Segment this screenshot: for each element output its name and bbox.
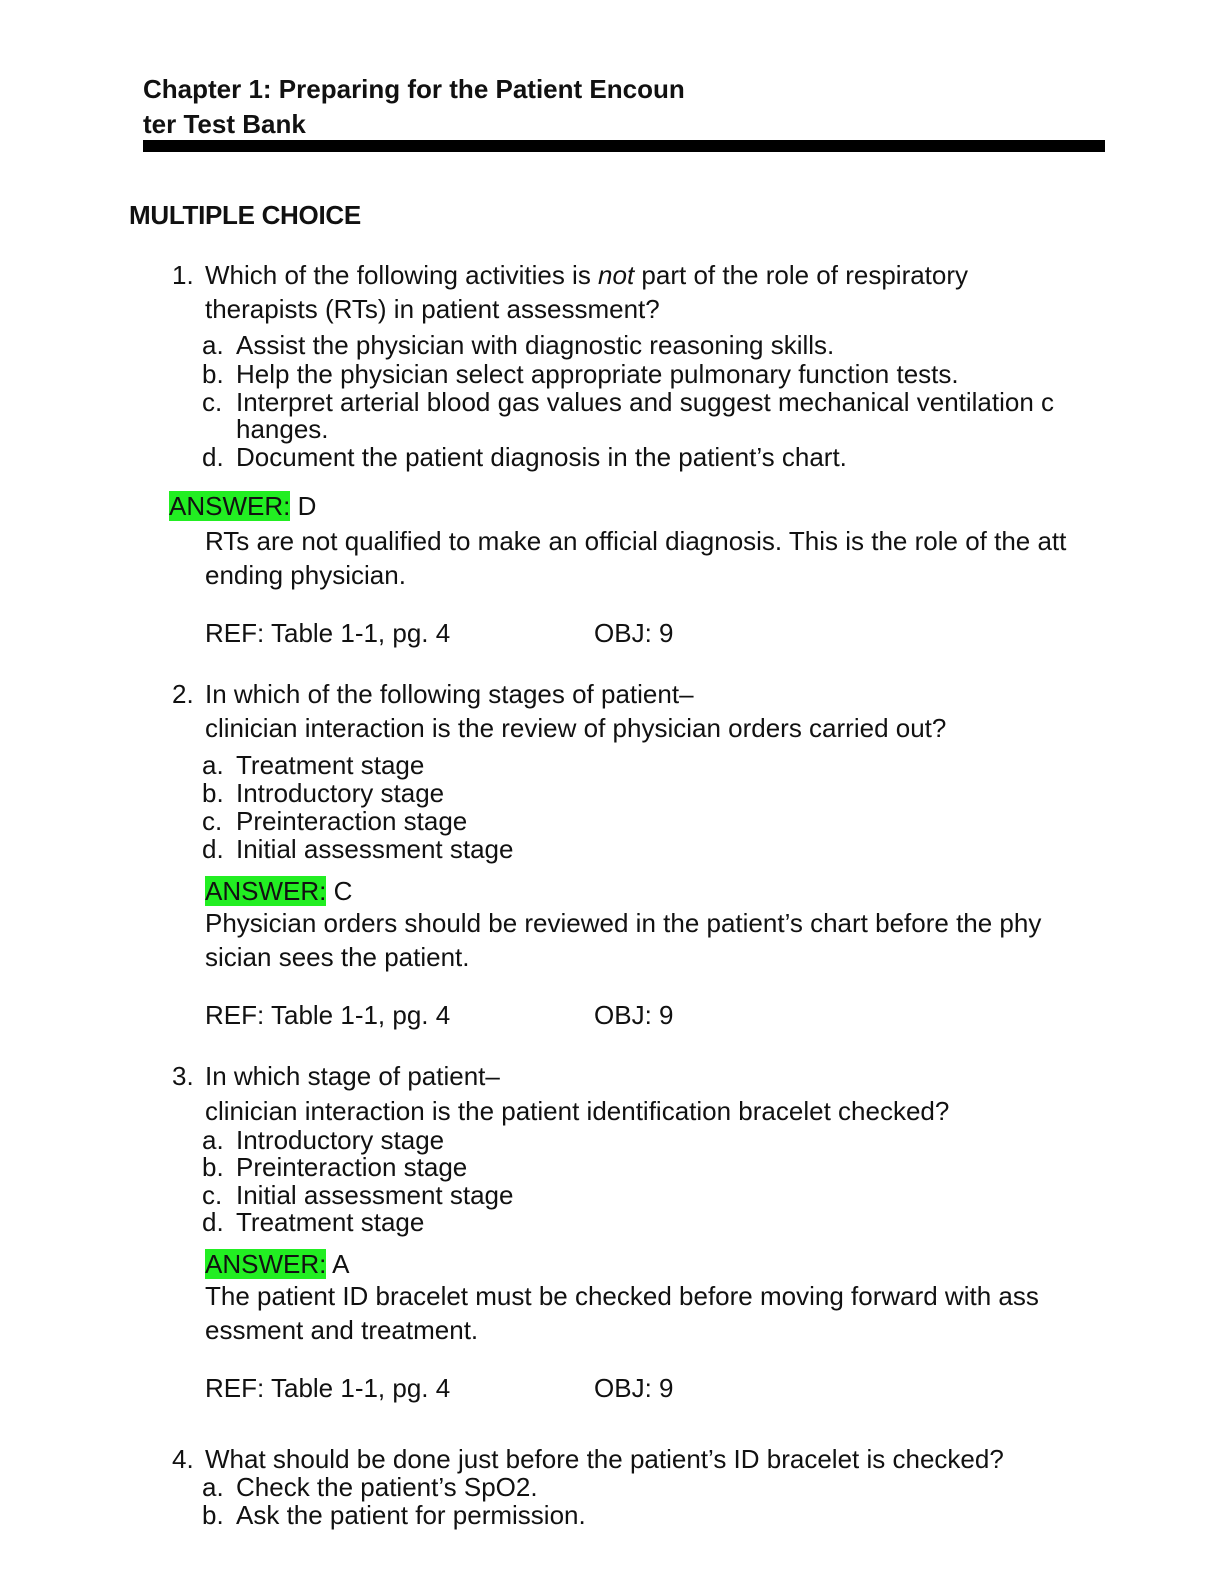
answer-label: ANSWER: [169,491,291,521]
question-number: 1. [172,260,194,290]
option-letter: c. [202,806,223,836]
question-number: 2. [172,679,194,709]
question-emphasis: not [598,260,635,290]
question-text-part: Which of the following activities is [205,260,599,290]
answer-label: ANSWER: [205,876,327,906]
option-text: Preinteraction stage [236,1152,468,1182]
option-text: Initial assessment stage [236,834,514,864]
option-letter: c. [202,387,223,417]
option-letter: d. [202,834,224,864]
option-letter: c. [202,1180,223,1210]
question-text-line-2: therapists (RTs) in patient assessment? [205,294,660,324]
page-title-line-2: ter Test Bank [143,109,306,139]
option-text: Treatment stage [236,1207,425,1237]
explanation-line-1: RTs are not qualified to make an official diagnosis. This is the role of the att [205,526,1067,556]
question-number: 4. [172,1444,194,1474]
option-text: Interpret arterial blood gas values and suggest mechanical ventilation c [236,387,1055,417]
objective: OBJ: 9 [594,618,674,648]
reference: REF: Table 1-1, pg. 4 [205,1373,451,1403]
question-text-part: part of the role of respiratory [634,260,969,290]
option-text: Treatment stage [236,750,425,780]
answer-line [205,1247,349,1281]
explanation-line-2: sician sees the patient. [205,942,470,972]
answer-line [205,874,352,908]
option-text: Introductory stage [236,778,445,808]
question-text: What should be done just before the patient’s ID bracelet is checked? [205,1444,1004,1474]
option-letter: b. [202,1152,224,1182]
explanation-line-2: ending physician. [205,560,406,590]
question-text: In which stage of patient– [205,1061,500,1091]
option-text: Document the patient diagnosis in the patient’s chart. [236,442,847,472]
question-text-line-2: clinician interaction is the review of physician orders carried out? [205,713,947,743]
option-letter: b. [202,359,224,389]
option-text: Help the physician select appropriate pulmonary function tests. [236,359,959,389]
page-title-line-1: Chapter 1: Preparing for the Patient Encoun [143,74,685,104]
option-text: Check the patient’s SpO2. [236,1472,538,1502]
answer-value: C [333,876,353,906]
explanation-line-1: The patient ID bracelet must be checked before moving forward with ass [205,1281,1039,1311]
option-letter: b. [202,778,224,808]
question-number: 3. [172,1061,194,1091]
question-text-line-2: clinician interaction is the patient identification bracelet checked? [205,1096,950,1126]
section-title: MULTIPLE CHOICE [129,200,361,230]
answer-value: A [332,1249,350,1279]
objective: OBJ: 9 [594,1373,674,1403]
option-text: Assist the physician with diagnostic reasoning skills. [236,330,835,360]
option-letter: a. [202,1472,224,1502]
option-text: Introductory stage [236,1125,445,1155]
option-letter: d. [202,1207,224,1237]
option-letter: a. [202,330,224,360]
explanation-line-1: Physician orders should be reviewed in the patient’s chart before the phy [205,908,1042,938]
option-letter: a. [202,750,224,780]
answer-line [169,489,316,523]
objective: OBJ: 9 [594,1000,674,1030]
answer-label: ANSWER: [205,1249,327,1279]
question-text: In which of the following stages of patient– [205,679,694,709]
question-text [205,258,968,292]
explanation-line-2: essment and treatment. [205,1315,479,1345]
reference: REF: Table 1-1, pg. 4 [205,1000,451,1030]
option-letter: b. [202,1500,224,1530]
option-text: Ask the patient for permission. [236,1500,586,1530]
option-letter: d. [202,442,224,472]
option-text-continued: hanges. [236,414,329,444]
option-text: Preinteraction stage [236,806,468,836]
option-letter: a. [202,1125,224,1155]
answer-value: D [297,491,317,521]
reference: REF: Table 1-1, pg. 4 [205,618,451,648]
header-rule [143,140,1105,152]
option-text: Initial assessment stage [236,1180,514,1210]
